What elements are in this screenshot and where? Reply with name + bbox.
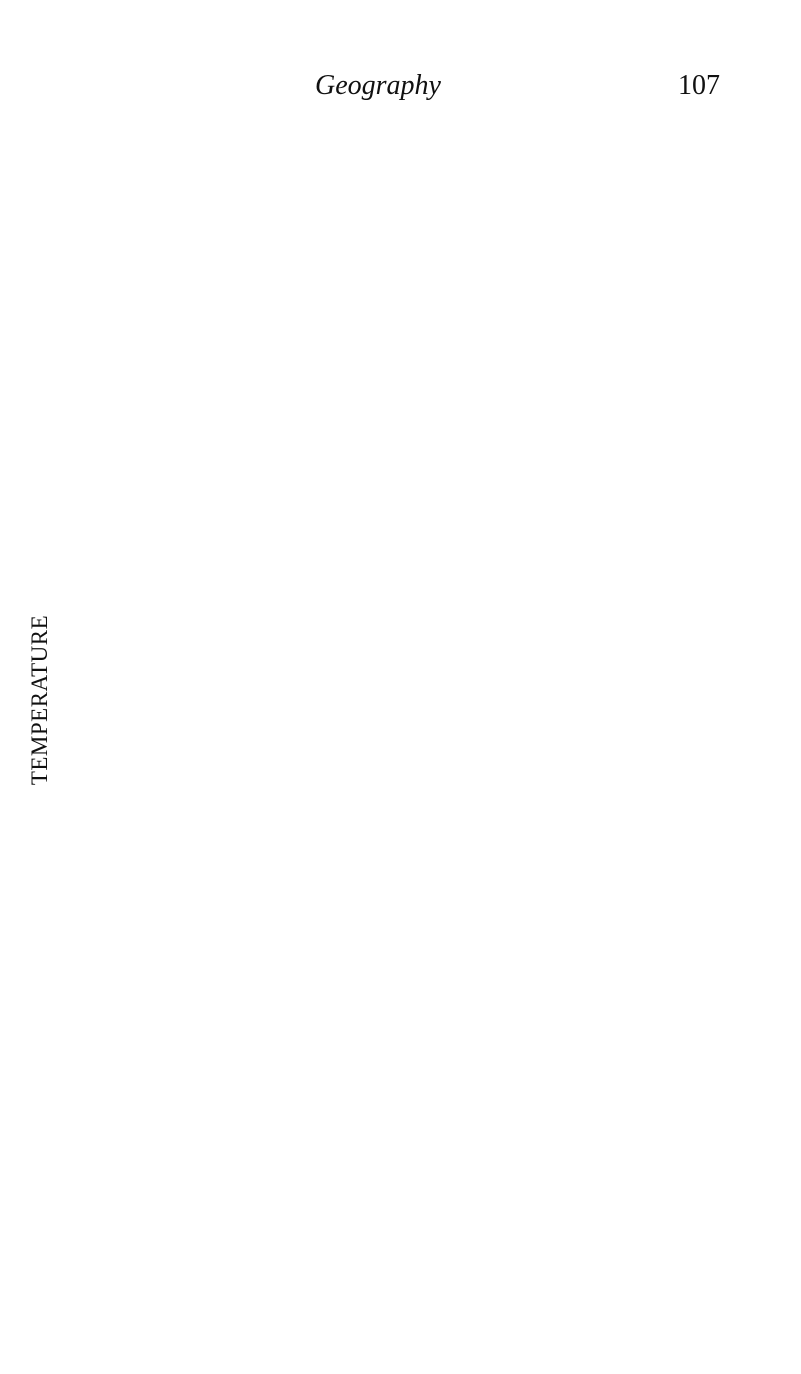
running-title: Geography bbox=[315, 70, 441, 101]
side-label-text: TEMPERATURE bbox=[27, 614, 52, 786]
page-number: 107 bbox=[678, 70, 720, 101]
